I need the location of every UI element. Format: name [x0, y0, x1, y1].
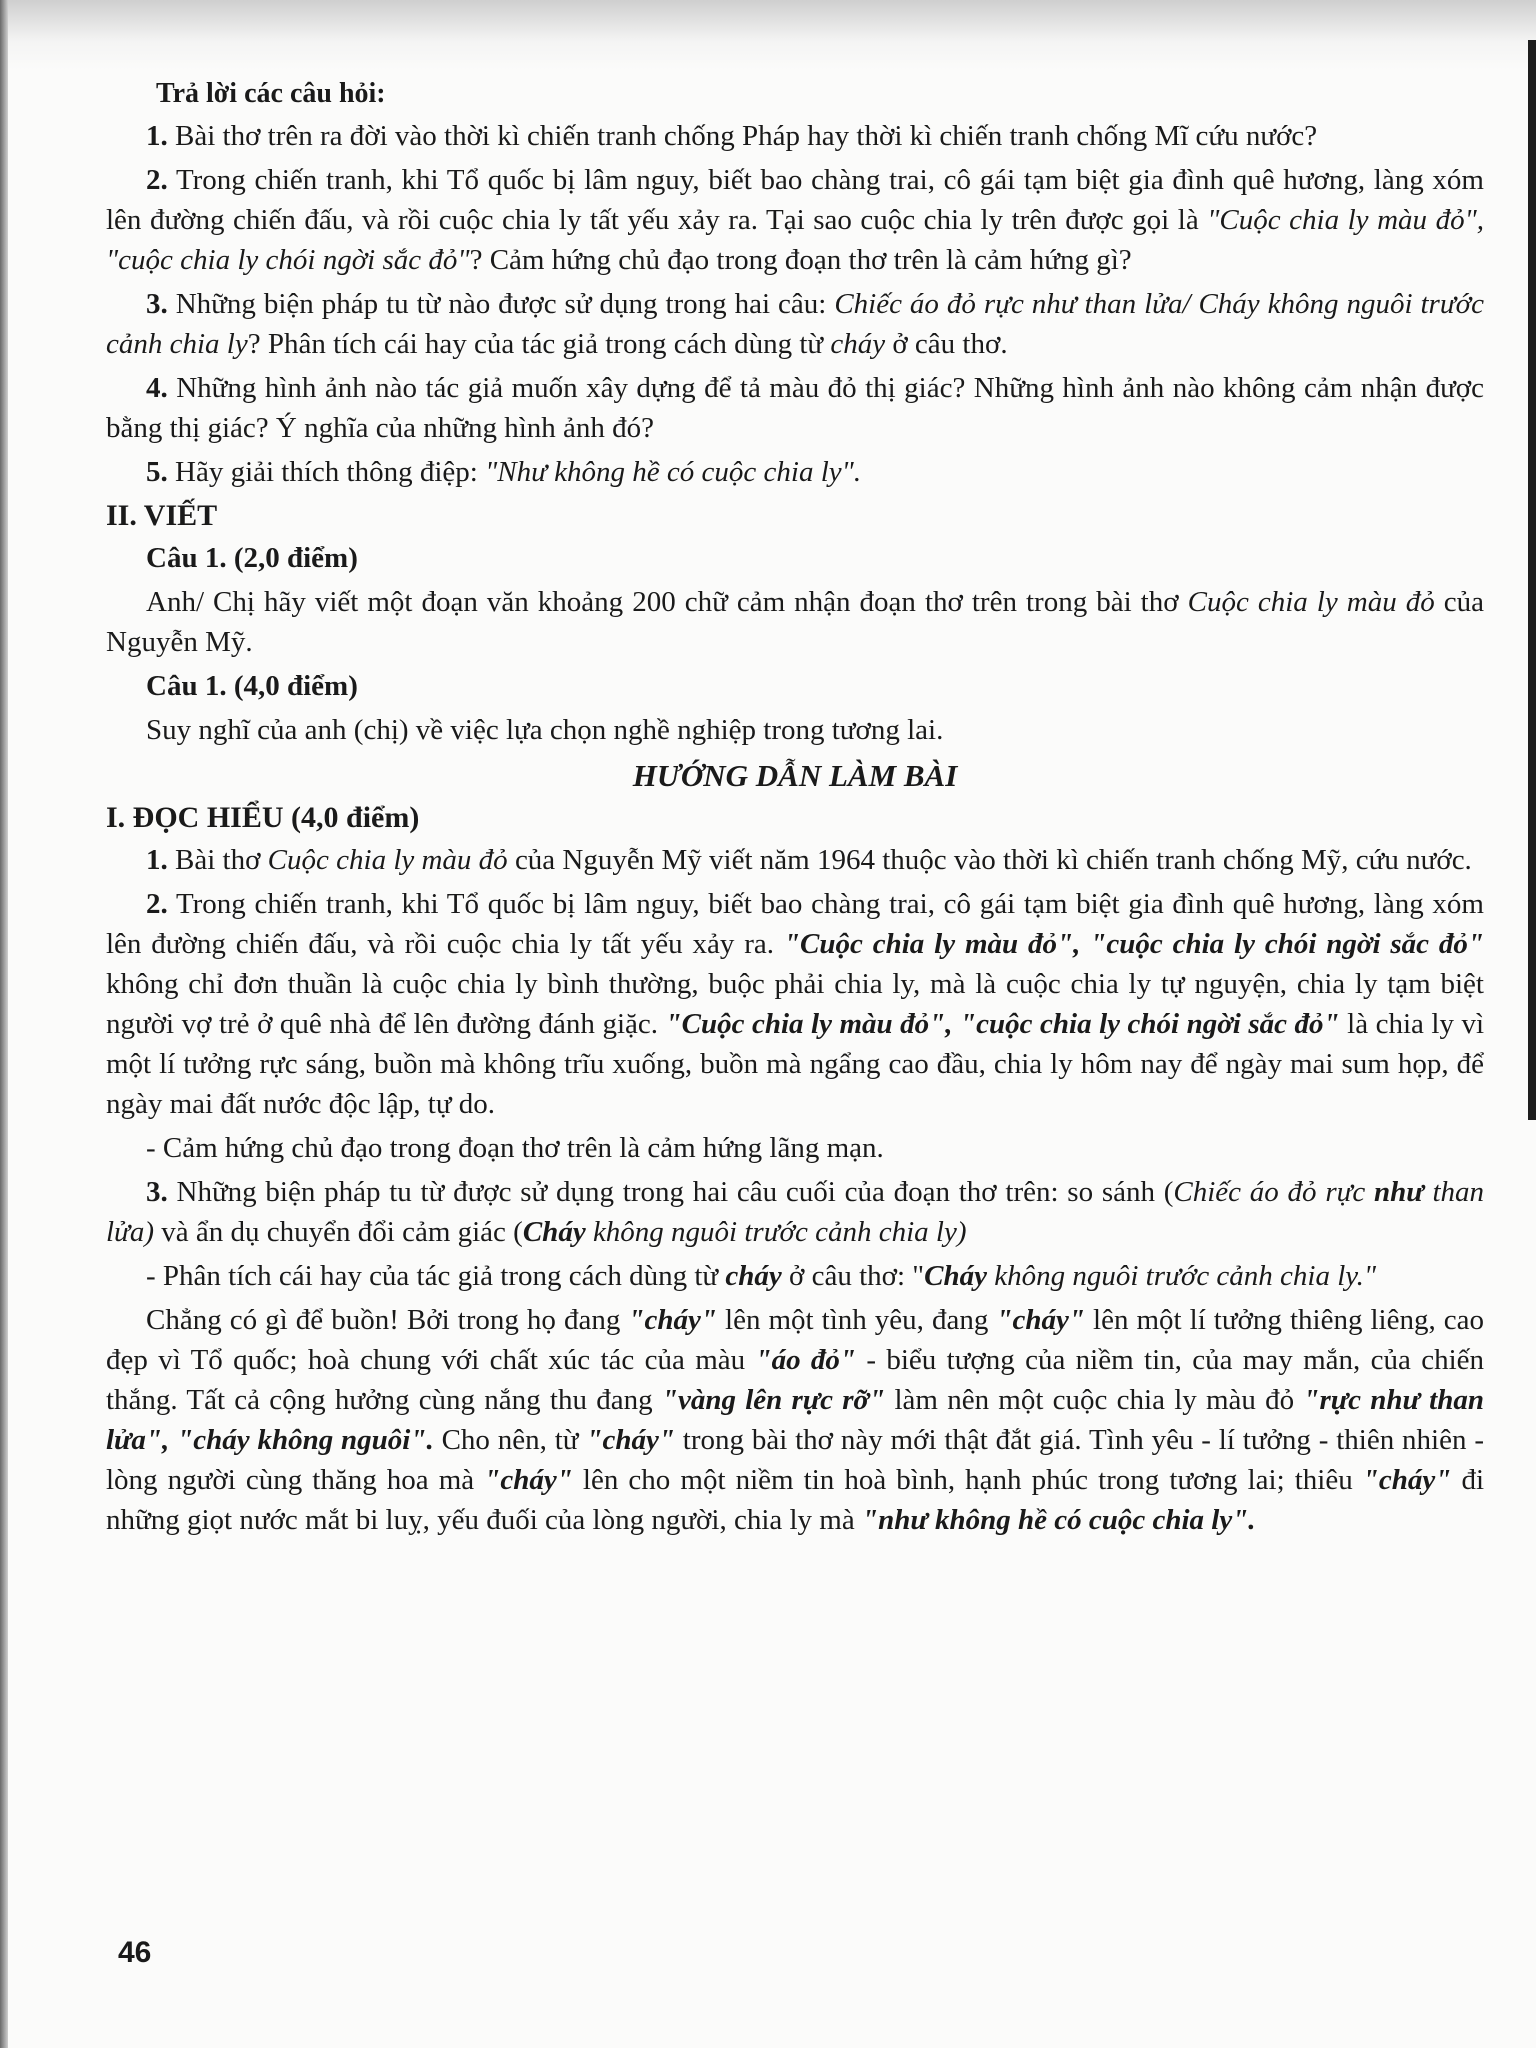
questions-heading: Trả lời các câu hỏi:	[156, 78, 386, 109]
cau-1-text: Anh/ Chị hãy viết một đoạn văn khoảng 200 chữ cảm nhận đoạn thơ trên trong bài thơ Cuộc chia ly màu đỏ của Nguyễn Mỹ.	[106, 586, 1485, 658]
question-3: 3. Những biện pháp tu từ nào được sử dụng trong hai câu: Chiếc áo đỏ rực như than lửa/ Cháy không nguôi trước cảnh chia ly? Phân tích cái hay của tác giả trong cách dùng từ cháy ở câu thơ.	[106, 288, 1485, 360]
question-5: 5. Hãy giải thích thông điệp: "Như không hề có cuộc chia ly".	[146, 456, 862, 488]
guide-section-heading: I. ĐỌC HIỂU (4,0 điểm)	[106, 801, 420, 834]
question-2: 2. Trong chiến tranh, khi Tổ quốc bị lâm nguy, biết bao chàng trai, cô gái tạm biệt gia đình quê hương, làng xóm lên đường chiến đấu, và rồi cuộc chia ly tất yếu xảy ra. Tại sao cuộc chia ly trên được gọi là "Cuộc chia ly màu đỏ", "cuộc chia ly chói ngời sắc đỏ"? Cảm hứng chủ đạo trong đoạn thơ trên là cảm hứng gì?	[106, 164, 1484, 276]
answer-3-paragraph: Chẳng có gì để buồn! Bởi trong họ đang "cháy" lên một tình yêu, đang "cháy" lên một lí tưởng thiêng liêng, cao đẹp vì Tổ quốc; hoà chung với chất xúc tác của màu "áo đỏ" - biểu tượng của niềm tin, của may mắn, của chiến thắng. Tất cả cộng hưởng cùng nắng thu đang "vàng lên rực rỡ" làm nên một cuộc chia ly màu đỏ "rực như than lửa", "cháy không nguôi". Cho nên, từ "cháy" trong bài thơ này mới thật đắt giá. Tình yêu - lí tưởng - thiên nhiên - lòng người cùng thăng hoa mà "cháy" lên cho một niềm tin hoà bình, hạnh phúc trong tương lai; thiêu "cháy" đi những giọt nước mắt bi luỵ, yếu đuối của lòng người, chia ly mà "như không hề có cuộc chia ly".	[106, 1304, 1485, 1536]
question-1: 1. Bài thơ trên ra đời vào thời kì chiến tranh chống Pháp hay thời kì chiến tranh chống Mĩ cứu nước?	[146, 120, 1318, 152]
cau-1-title: Câu 1. (2,0 điểm)	[146, 542, 358, 574]
page-content	[106, 74, 1484, 1540]
answer-3-note: - Phân tích cái hay của tác giả trong cách dùng từ cháy ở câu thơ: "Cháy không nguôi trước cảnh chia ly."	[146, 1260, 1376, 1292]
cau-2-text: Suy nghĩ của anh (chị) về việc lựa chọn nghề nghiệp trong tương lai.	[146, 714, 944, 746]
answer-2-note: - Cảm hứng chủ đạo trong đoạn thơ trên là cảm hứng lãng mạn.	[146, 1132, 884, 1164]
answer-3: 3. Những biện pháp tu từ được sử dụng trong hai câu cuối của đoạn thơ trên: so sánh (Chiếc áo đỏ rực như than lửa) và ẩn dụ chuyển đổi cảm giác (Cháy không nguôi trước cảnh chia ly)	[106, 1176, 1484, 1248]
answer-2: 2. Trong chiến tranh, khi Tổ quốc bị lâm nguy, biết bao chàng trai, cô gái tạm biệt gia đình quê hương, làng xóm lên đường chiến đấu, và rồi cuộc chia ly tất yếu xảy ra. "Cuộc chia ly màu đỏ", "cuộc chia ly chói ngời sắc đỏ" không chỉ đơn thuần là cuộc chia ly bình thường, buộc phải chia ly, mà là cuộc chia ly tự nguyện, chia ly tạm biệt người vợ trẻ ở quê nhà để lên đường đánh giặc. "Cuộc chia ly màu đỏ", "cuộc chia ly chói ngời sắc đỏ" là chia ly vì một lí tưởng rực sáng, buồn mà không trĩu xuống, buồn mà ngẩng cao đầu, chia ly hôm nay để ngày mai sum họp, để ngày mai đất nước độc lập, tự do.	[106, 888, 1485, 1120]
cau-2-title: Câu 1. (4,0 điểm)	[146, 670, 358, 702]
question-4: 4. Những hình ảnh nào tác giả muốn xây dựng để tả màu đỏ thị giác? Những hình ảnh nào không cảm nhận được bằng thị giác? Ý nghĩa của những hình ảnh đó?	[106, 372, 1484, 444]
page-edge-shadow	[0, 0, 8, 2048]
guide-title: HƯỚNG DẪN LÀM BÀI	[632, 758, 958, 793]
page-number: 46	[118, 1936, 152, 1969]
section-viet-heading: II. VIẾT	[106, 499, 218, 532]
answer-1: 1. Bài thơ Cuộc chia ly màu đỏ của Nguyễn Mỹ viết năm 1964 thuộc vào thời kì chiến tranh chống Mỹ, cứu nước.	[146, 844, 1472, 876]
page-edge-dark	[1528, 40, 1536, 1120]
